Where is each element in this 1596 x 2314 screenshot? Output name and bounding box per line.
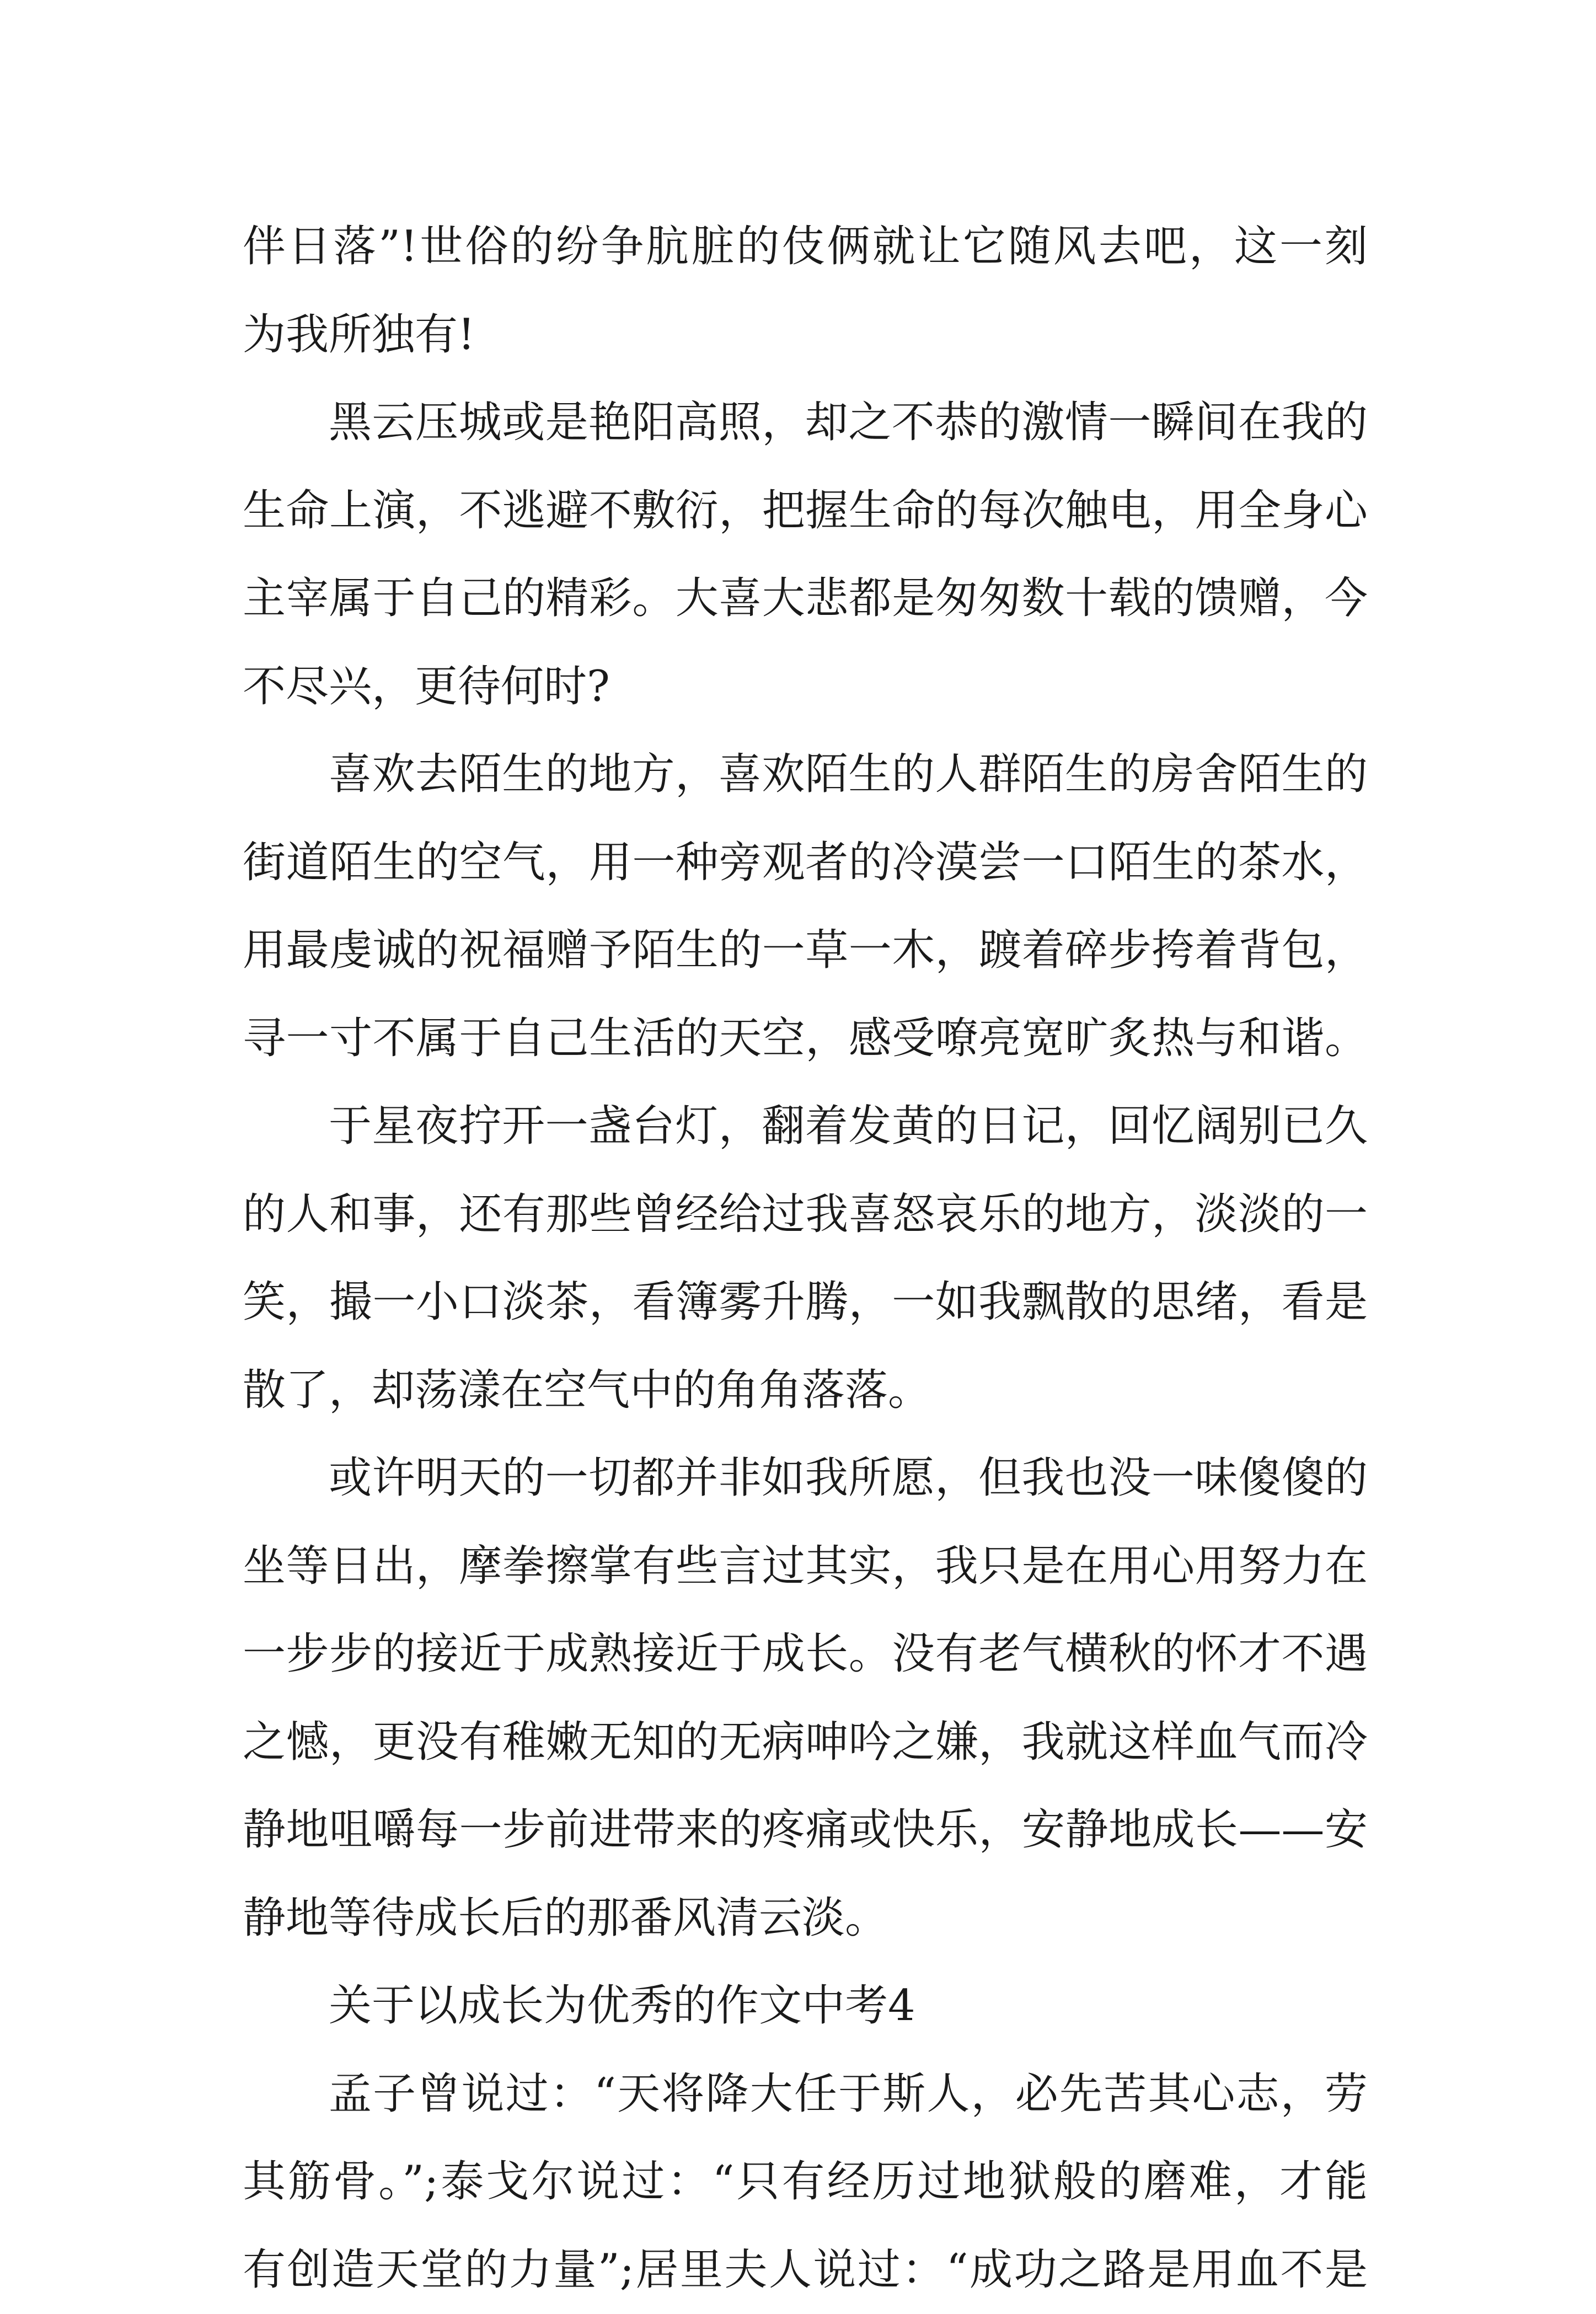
text-line: 不尽兴，更待何时?	[243, 643, 1368, 731]
text-line: 有创造天堂的力量”;居里夫人说过：“成功之路是用血不是	[243, 2226, 1368, 2314]
text-line: 之憾，更没有稚嫩无知的无病呻吟之嫌，我就这样血气而冷	[243, 1699, 1368, 1787]
text-line: 一步步的接近于成熟接近于成长。没有老气横秋的怀才不遇	[243, 1610, 1368, 1699]
text-line: 伴日落”!世俗的纷争肮脏的伎俩就让它随风去吧，这一刻	[243, 203, 1368, 291]
article-body	[243, 203, 1368, 2314]
text-line: 用最虔诚的祝福赠予陌生的一草一木，踱着碎步挎着背包，	[243, 907, 1368, 995]
text-line: 于星夜拧开一盏台灯，翻着发黄的日记，回忆阔别已久	[243, 1083, 1368, 1171]
text-line: 喜欢去陌生的地方，喜欢陌生的人群陌生的房舍陌生的	[243, 731, 1368, 819]
text-line: 或许明天的一切都并非如我所愿，但我也没一味傻傻的	[243, 1434, 1368, 1523]
text-line: 黑云压城或是艳阳高照，却之不恭的激情一瞬间在我的	[243, 379, 1368, 467]
text-line: 坐等日出，摩拳擦掌有些言过其实，我只是在用心用努力在	[243, 1523, 1368, 1611]
text-line: 静地咀嚼每一步前进带来的疼痛或快乐，安静地成长——安	[243, 1786, 1368, 1874]
text-line: 主宰属于自己的精彩。大喜大悲都是匆匆数十载的馈赠，今	[243, 555, 1368, 643]
text-line: 散了，却荡漾在空气中的角角落落。	[243, 1347, 1368, 1435]
text-line: 生命上演，不逃避不敷衍，把握生命的每次触电，用全身心	[243, 467, 1368, 555]
text-line: 寻一寸不属于自己生活的天空，感受嘹亮宽旷炙热与和谐。	[243, 995, 1368, 1083]
text-line: 笑，撮一小口淡茶，看簿雾升腾，一如我飘散的思绪，看是	[243, 1258, 1368, 1347]
section-heading: 关于以成长为优秀的作文中考4	[243, 1962, 1368, 2050]
text-line: 为我所独有!	[243, 291, 1368, 379]
text-line: 街道陌生的空气，用一种旁观者的冷漠尝一口陌生的茶水，	[243, 819, 1368, 907]
text-line: 孟子曾说过：“天将降大任于斯人，必先苦其心志，劳	[243, 2050, 1368, 2139]
text-line: 静地等待成长后的那番风清云淡。	[243, 1874, 1368, 1963]
text-line: 其筋骨。”;泰戈尔说过：“只有经历过地狱般的磨难，才能	[243, 2138, 1368, 2226]
text-line: 的人和事，还有那些曾经给过我喜怒哀乐的地方，淡淡的一	[243, 1171, 1368, 1259]
